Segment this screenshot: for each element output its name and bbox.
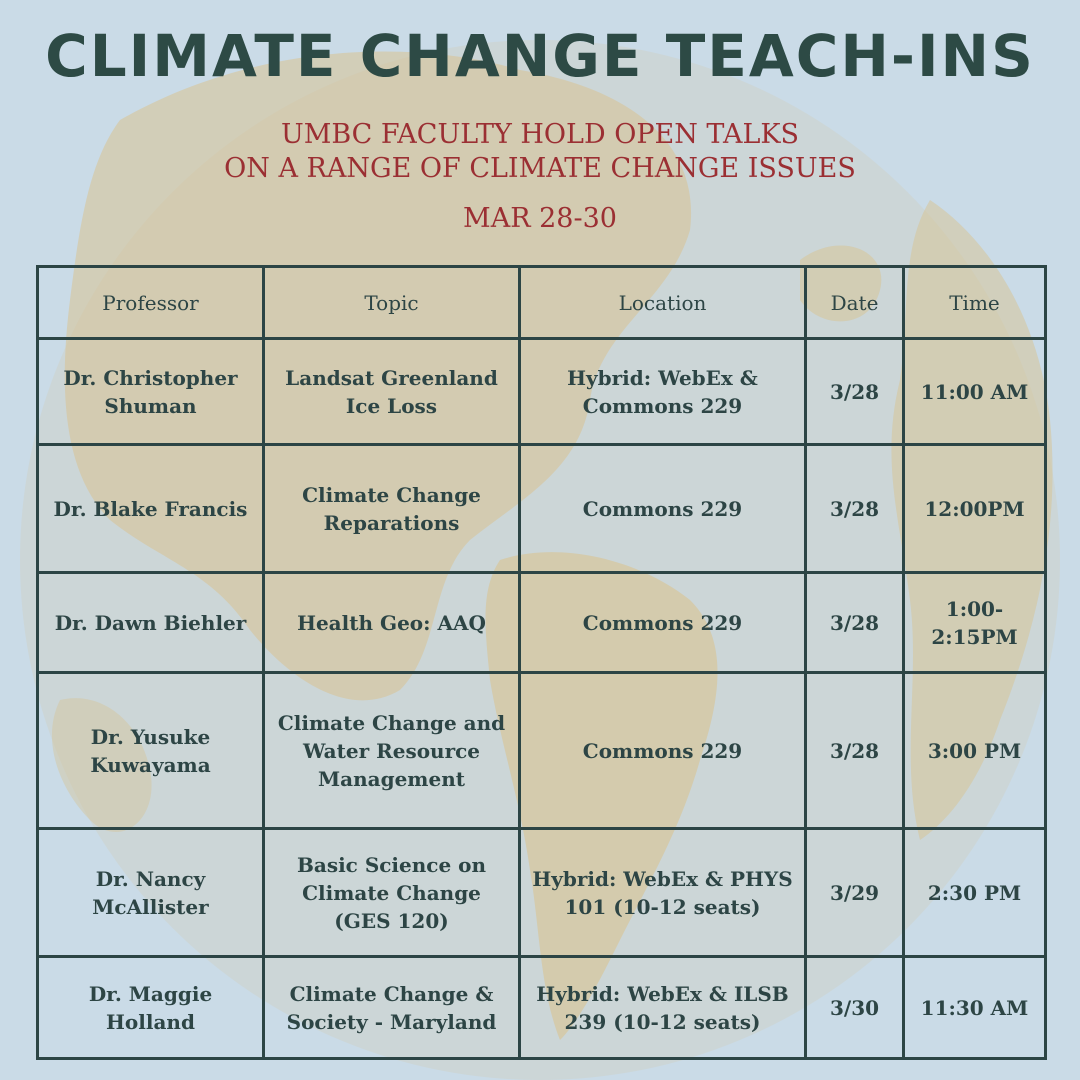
- topic-cell: Climate Change Reparations: [264, 445, 520, 573]
- location-cell: Hybrid: WebEx & ILSB 239 (10-12 seats): [520, 957, 806, 1059]
- location-cell: Hybrid: WebEx & Commons 229: [520, 339, 806, 445]
- professor-cell: Dr. Christopher Shuman: [38, 339, 264, 445]
- table-row: [38, 957, 1046, 1059]
- location-cell: Commons 229: [520, 573, 806, 673]
- column-header-location: Location: [520, 267, 806, 339]
- column-header-date: Date: [806, 267, 904, 339]
- time-cell: 3:00 PM: [904, 673, 1046, 829]
- topic-cell: Landsat Greenland Ice Loss: [264, 339, 520, 445]
- date-cell: 3/28: [806, 573, 904, 673]
- location-cell: Commons 229: [520, 673, 806, 829]
- topic-cell: Basic Science on Climate Change (GES 120): [264, 829, 520, 957]
- subtitle-line-1: UMBC FACULTY HOLD OPEN TALKS: [280, 119, 800, 150]
- date-range: MAR 28-30: [463, 203, 617, 234]
- location-cell: Commons 229: [520, 445, 806, 573]
- column-header-topic: Topic: [264, 267, 520, 339]
- professor-cell: Dr. Blake Francis: [38, 445, 264, 573]
- subtitle: [0, 118, 1080, 186]
- professor-cell: Dr. Maggie Holland: [38, 957, 264, 1059]
- topic-cell: Health Geo: AAQ: [264, 573, 520, 673]
- date-cell: 3/28: [806, 339, 904, 445]
- topic-cell: Climate Change & Society - Maryland: [264, 957, 520, 1059]
- schedule-table: [36, 265, 1047, 1060]
- column-header-professor: Professor: [38, 267, 264, 339]
- professor-cell: Dr. Yusuke Kuwayama: [38, 673, 264, 829]
- date-cell: 3/29: [806, 829, 904, 957]
- table-row: [38, 573, 1046, 673]
- date-cell: 3/30: [806, 957, 904, 1059]
- table-header-row: [38, 267, 1046, 339]
- table-row: [38, 445, 1046, 573]
- time-cell: 1:00-2:15PM: [904, 573, 1046, 673]
- professor-cell: Dr. Nancy McAllister: [38, 829, 264, 957]
- table-row: [38, 673, 1046, 829]
- time-cell: 11:30 AM: [904, 957, 1046, 1059]
- date-cell: 3/28: [806, 673, 904, 829]
- column-header-time: Time: [904, 267, 1046, 339]
- topic-cell: Climate Change and Water Resource Management: [264, 673, 520, 829]
- page-title: CLIMATE CHANGE TEACH-INS: [45, 22, 1035, 90]
- location-cell: Hybrid: WebEx & PHYS 101 (10-12 seats): [520, 829, 806, 957]
- table-row: [38, 829, 1046, 957]
- professor-cell: Dr. Dawn Biehler: [38, 573, 264, 673]
- time-cell: 12:00PM: [904, 445, 1046, 573]
- table-row: [38, 339, 1046, 445]
- date-cell: 3/28: [806, 445, 904, 573]
- subtitle-line-2: ON A RANGE OF CLIMATE CHANGE ISSUES: [224, 153, 856, 184]
- time-cell: 2:30 PM: [904, 829, 1046, 957]
- time-cell: 11:00 AM: [904, 339, 1046, 445]
